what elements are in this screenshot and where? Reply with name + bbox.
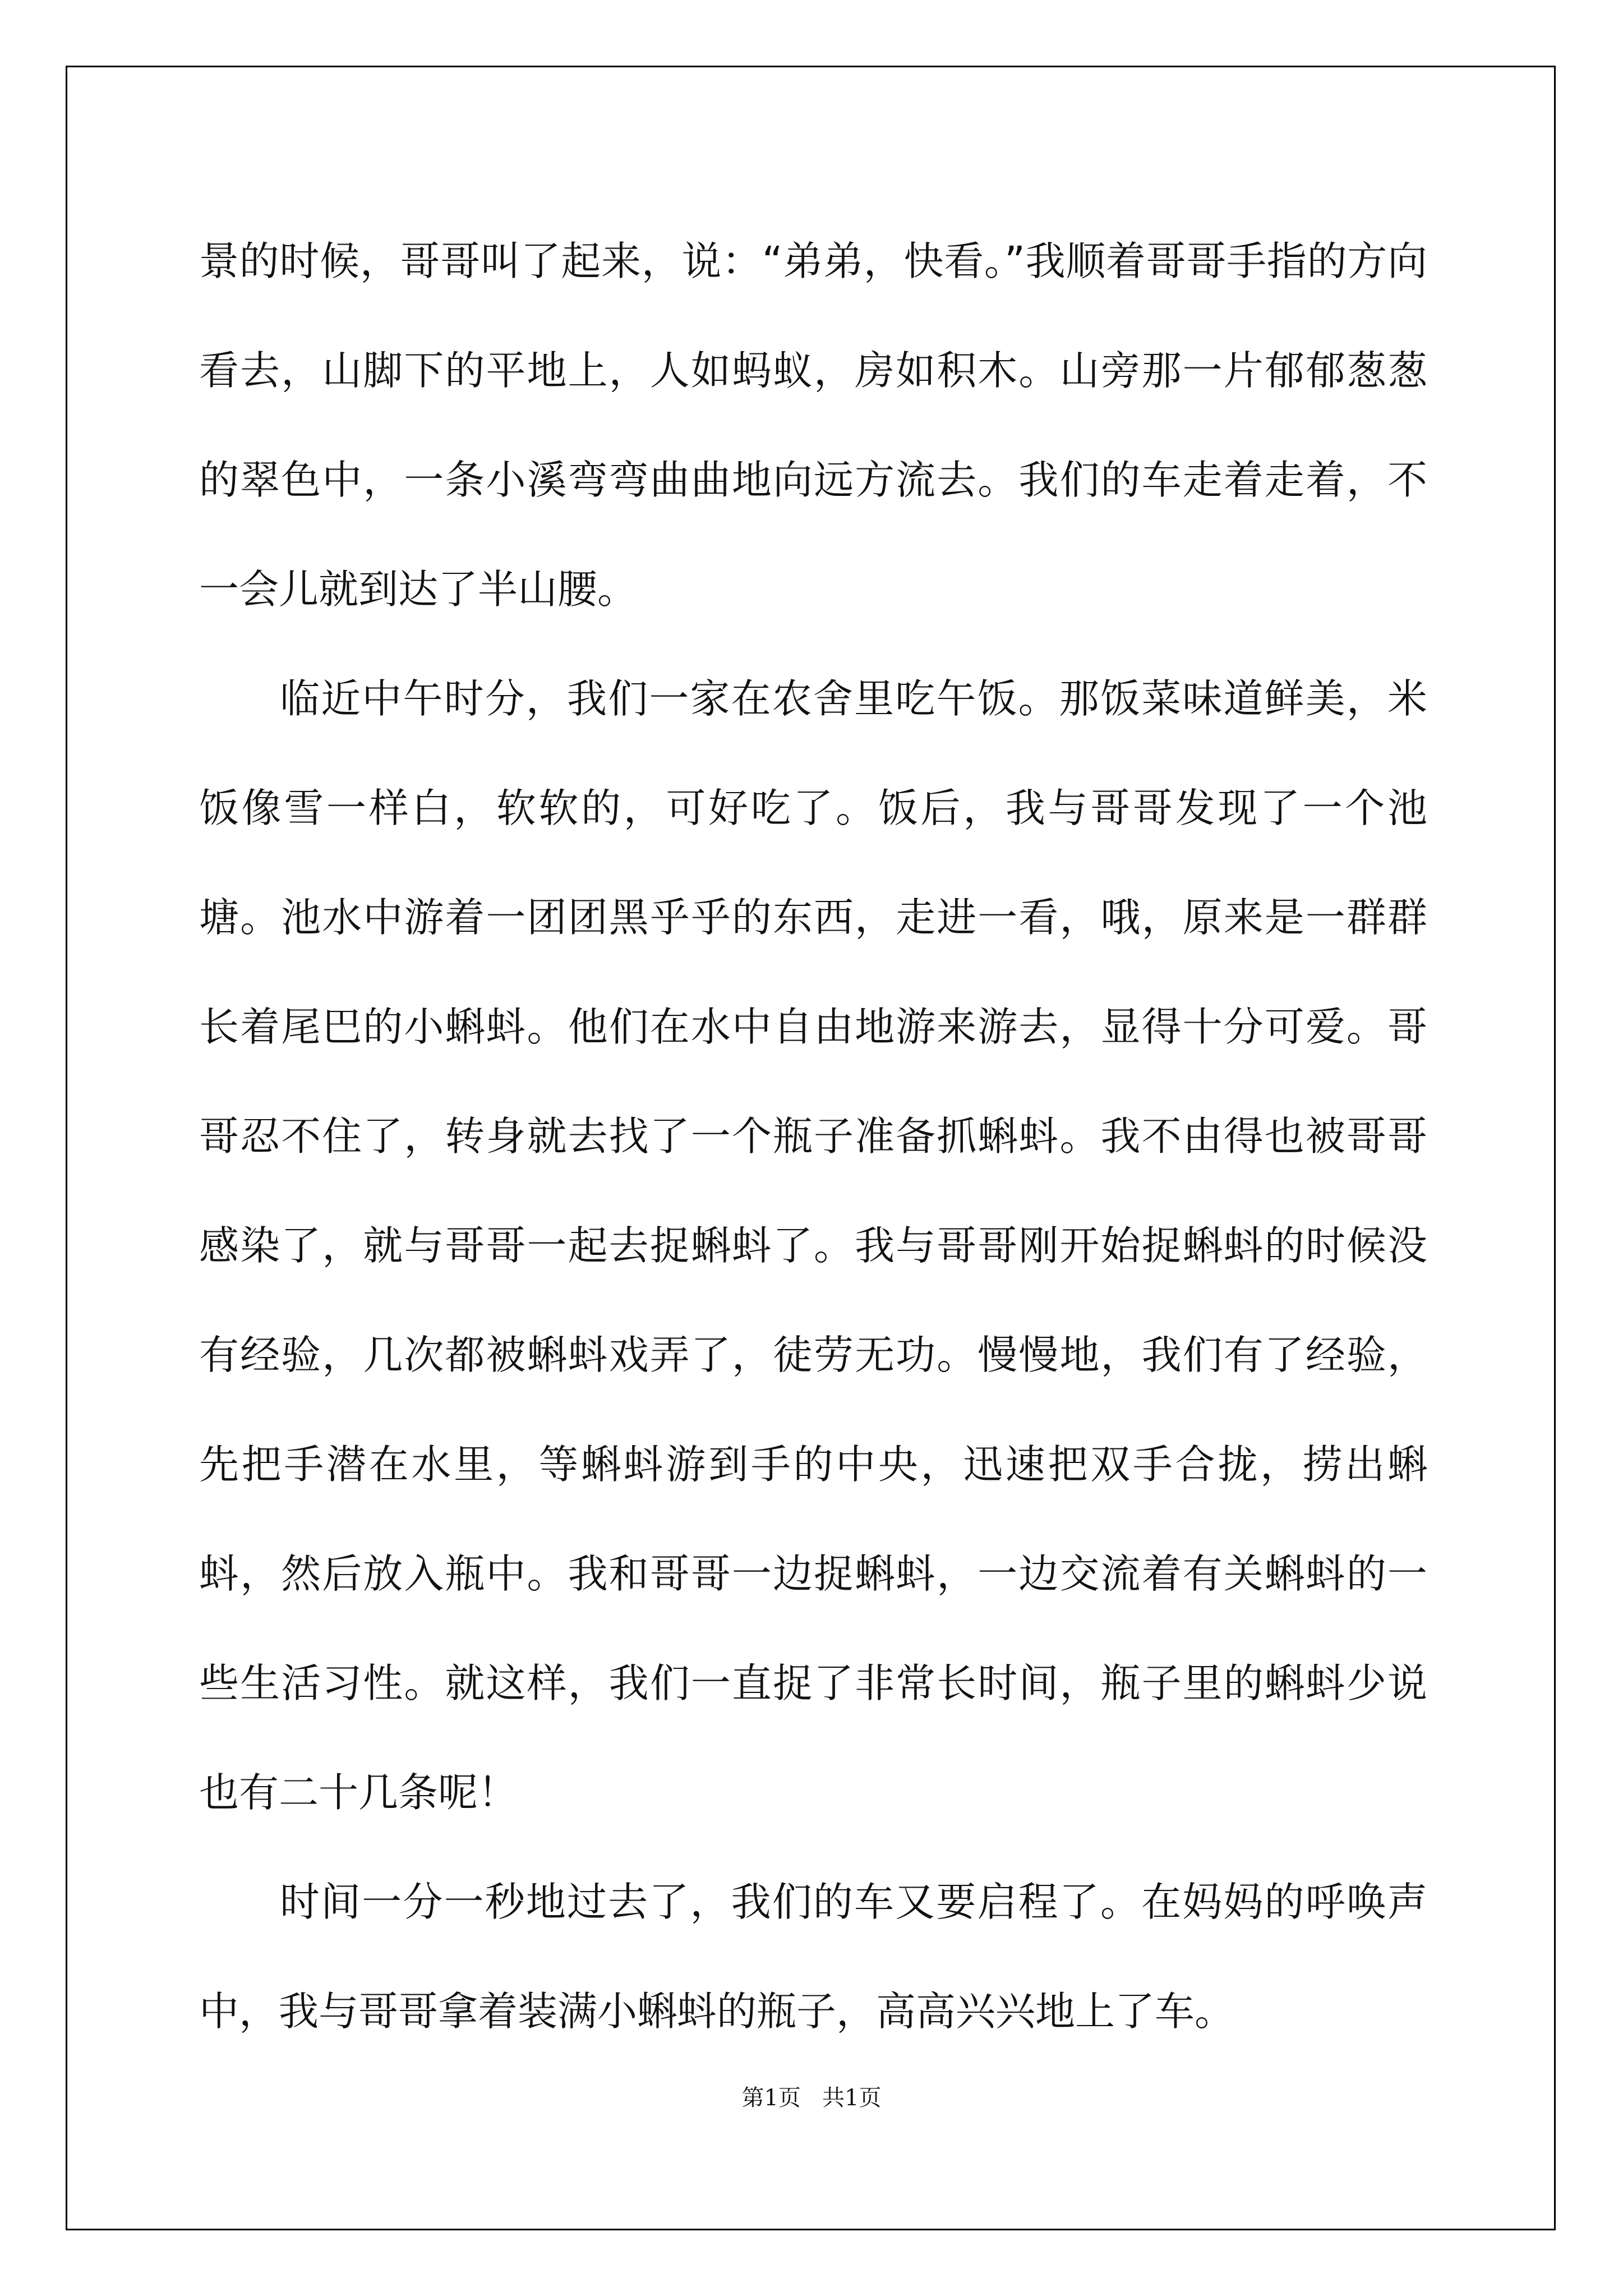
paragraph-1: 景的时候，哥哥叫了起来，说：“弟弟，快看。”我顺着哥哥手指的方向看去，山脚下的平地上，人如蚂蚁，房如积木。山旁那一片郁郁葱葱的翠色中，一条小溪弯弯曲曲地向远方流去。我们的车走着走着，不一会儿就到达了半山腰。 [199, 238, 1427, 613]
page-footer: 第1页 共1页 [741, 2085, 882, 2111]
document-body [199, 206, 1427, 2066]
paragraph-2: 临近中午时分，我们一家在农舍里吃午饭。那饭菜味道鲜美，米饭像雪一样白，软软的，可好吃了。饭后，我与哥哥发现了一个池塘。池水中游着一团团黑乎乎的东西，走进一看，哦，原来是一群群长着尾巴的小蝌蚪。他们在水中自由地游来游去，显得十分可爱。哥哥忍不住了，转身就去找了一个瓶子准备抓蝌蚪。我不由得也被哥哥感染了，就与哥哥一起去捉蝌蚪了。我与哥哥刚开始捉蝌蚪的时候没有经验，几次都被蝌蚪戏弄了，徒劳无功。慢慢地，我们有了经验，先把手潜在水里，等蝌蚪游到手的中央，迅速把双手合拢，捞出蝌蚪，然后放入瓶中。我和哥哥一边捉蝌蚪，一边交流着有关蝌蚪的一些生活习性。就这样，我们一直捉了非常长时间，瓶子里的蝌蚪少说也有二十几条呢！ [199, 675, 1427, 1816]
paragraph-3: 时间一分一秒地过去了，我们的车又要启程了。在妈妈的呼唤声中，我与哥哥拿着装满小蝌蚪的瓶子，高高兴兴地上了车。 [199, 1879, 1427, 2035]
